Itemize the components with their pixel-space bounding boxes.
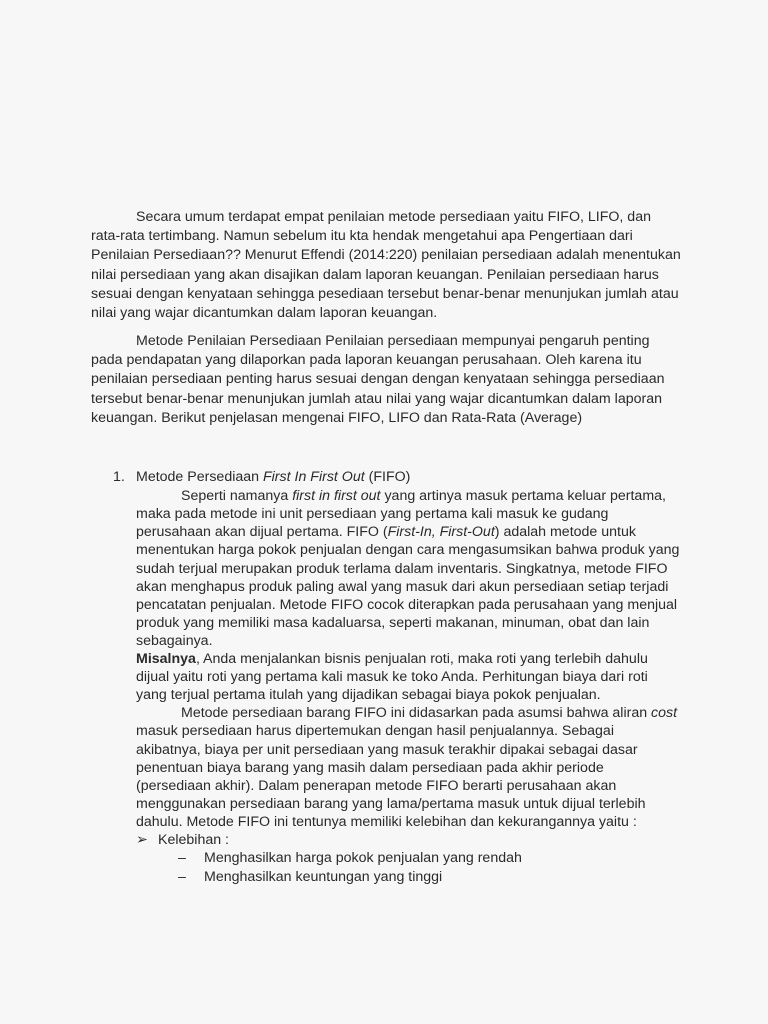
italic-run: cost xyxy=(651,705,678,722)
advantage-item xyxy=(178,868,681,887)
sublist-label: Kelebihan : xyxy=(158,831,229,848)
italic-run: first in first out xyxy=(292,488,381,505)
list-item-body xyxy=(136,487,681,831)
heading-suffix: (FIFO) xyxy=(364,469,411,485)
text-run: ) adalah metode untuk menentukan harga pokok penjualan dengan cara mengasumsikan bahwa produk yang sudah terjual merupakan produk terlama dalam inventaris. Singkatnya, metode FIFO akan menghapus produk paling awal yang masuk dari akun persediaan setiap terjadi pencatatan penjualan. Metode FIFO cocok diterapkan pada perusahaan yang menjual produk yang memiliki masa kadaluarsa, seperti makanan, minuman, obat dan lain sebagainya. xyxy=(136,524,680,649)
numbered-list xyxy=(113,468,681,887)
text-run: Metode persediaan barang FIFO ini didasarkan pada asumsi bahwa aliran xyxy=(181,705,652,722)
text-run: masuk persediaan harus dipertemukan dengan hasil penjualannya. Sebagai akibatnya, biaya per unit persediaan yang masuk terakhir dipakai sebagai dasar penentuan biaya barang yang masih dalam persediaan pada akhir periode (persediaan akhir). Dalam penerapan metode FIFO berarti perusahaan akan menggunakan persediaan barang yang lama/pertama masuk untuk dijual terlebih dahulu. Metode FIFO ini tentunya memiliki kelebihan dan kekurangannya yaitu : xyxy=(136,723,646,830)
advantage-text: Menghasilkan harga pokok penjualan yang rendah xyxy=(204,850,522,867)
fifo-paragraph-definition xyxy=(136,487,681,650)
advantage-text: Menghasilkan keuntungan yang tinggi xyxy=(204,869,443,886)
heading-prefix: Metode Persediaan xyxy=(136,469,263,485)
sublist-item-advantages xyxy=(136,831,681,849)
list-item-heading xyxy=(113,468,681,487)
heading-italic: First In First Out xyxy=(262,469,365,485)
paragraph-text: Metode Penilaian Persediaan Penilaian persediaan mempunyai pengaruh penting pada pendapatan yang dilaporkan pada laporan keuangan perusahaan. Oleh karena itu penilaian persediaan penting harus sesuai dengan dengan kenyataan sehingga persediaan tersebut benar-benar menunjukan jumlah atau nilai yang wajar dicantumkan dalam laporan keuangan. Berikut penjelasan mengenai FIFO, LIFO dan Rata-Rata (Average) xyxy=(91,333,665,426)
dash-bullet: – xyxy=(178,869,186,886)
advantage-item xyxy=(178,849,681,868)
text-run: , Anda menjalankan bisnis penjualan roti, maka roti yang terlebih dahulu dijual yaitu roti yang pertama kali masuk ke toko Anda. Perhitungan biaya dari roti yang terjual pertama itulah yang dijadikan sebagai biaya pokok penjualan. xyxy=(136,651,648,704)
paragraph-methods xyxy=(91,332,681,428)
paragraph-intro xyxy=(91,208,681,323)
dash-bullet: – xyxy=(178,850,186,867)
paragraph-text: Secara umum terdapat empat penilaian metode persediaan yaitu FIFO, LIFO, dan rata-rata tertimbang. Namun sebelum itu kta hendak mengetahui apa Pengertiaan dari Penilaian Persediaan?? Menurut Effendi (2014:220) penilaian persediaan adalah menentukan nilai persediaan yang akan disajikan dalam laporan keuangan. Penilaian persediaan harus sesuai dengan kenyataan sehingga pesediaan tersebut benar-benar menunjukan jumlah atau nilai yang wajar dicantumkan dalam laporan keuangan. xyxy=(91,209,681,322)
list-number: 1. xyxy=(113,469,125,485)
bold-run: Misalnya xyxy=(136,651,196,668)
text-run: yang artinya masuk pertama keluar pertama, maka pada metode ini unit persediaan yang pertama kali masuk ke gudang perusahaan akan dijual pertama. FIFO ( xyxy=(136,488,666,541)
arrow-bullet-icon: ➢ xyxy=(136,831,148,848)
italic-run: First-In, First-Out xyxy=(387,524,495,541)
fifo-paragraph-assumption xyxy=(136,704,681,831)
fifo-paragraph-example xyxy=(136,650,681,704)
text-run: Seperti namanya xyxy=(181,488,293,505)
